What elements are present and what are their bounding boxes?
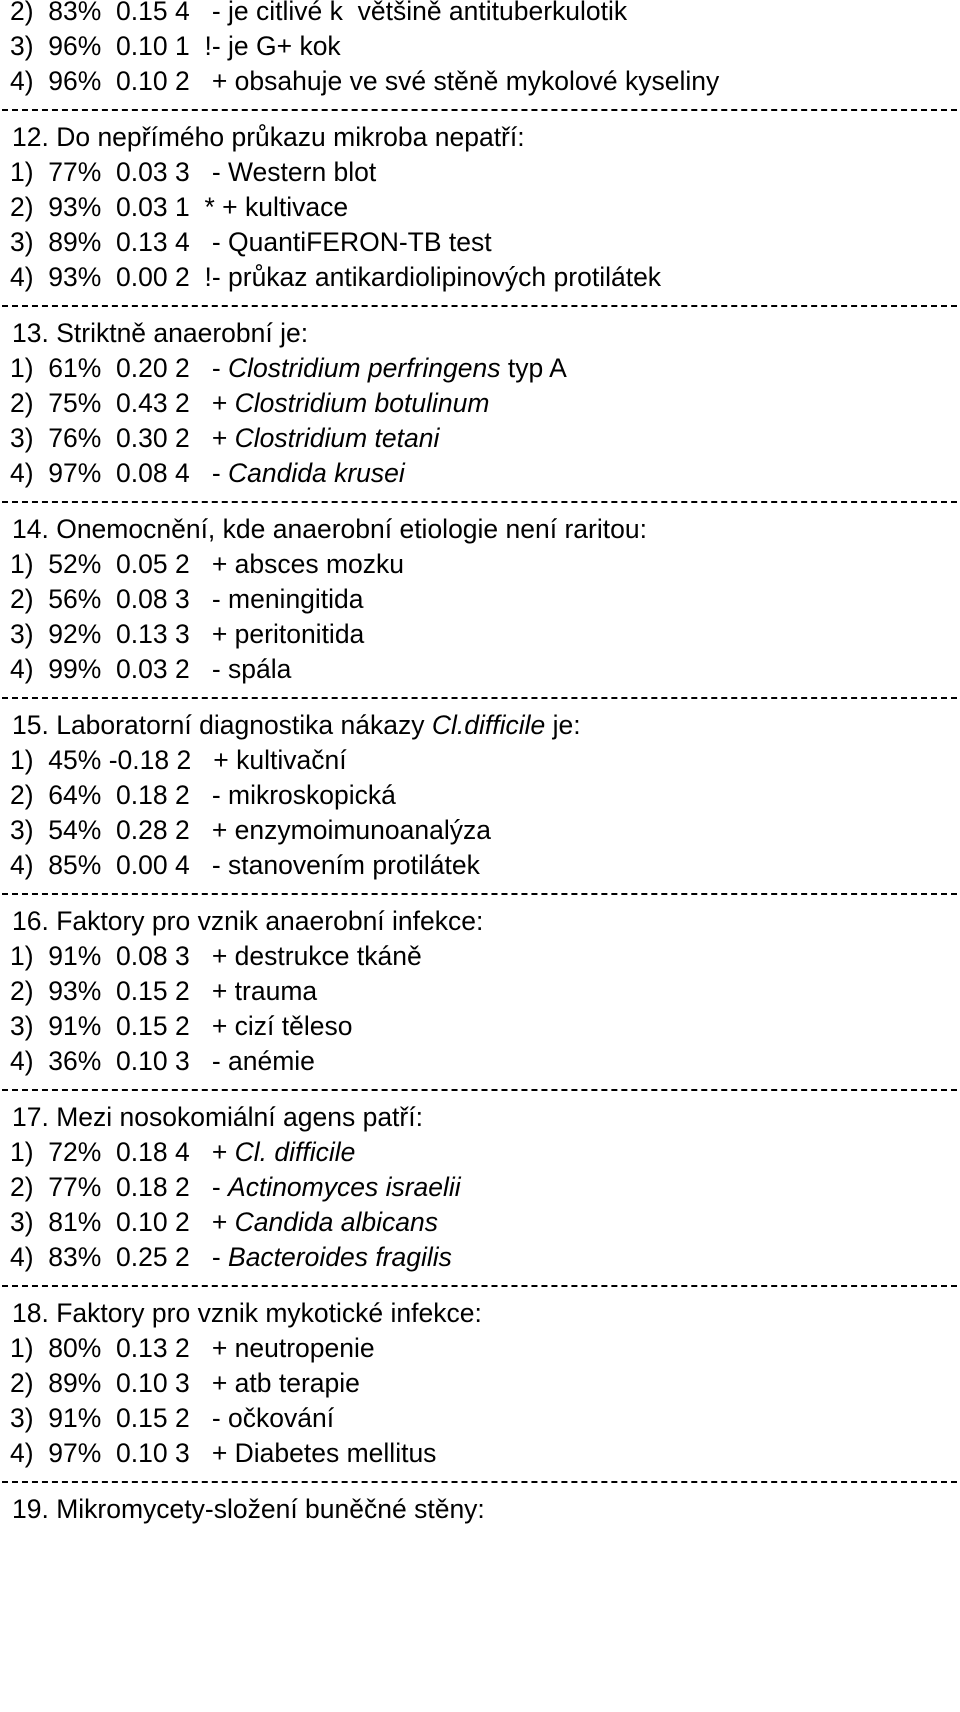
answer-line bbox=[0, 813, 960, 848]
dashed-separator bbox=[0, 1275, 960, 1296]
answer-line bbox=[0, 0, 960, 29]
text: 4) 99% 0.03 2 - spála bbox=[10, 654, 292, 685]
text: 1) 52% 0.05 2 + absces mozku bbox=[10, 548, 405, 579]
text: 2) 93% 0.03 1 * + kultivace bbox=[10, 191, 349, 222]
answer-line bbox=[0, 421, 960, 456]
italic-text: Clostridium botulinum bbox=[234, 387, 490, 418]
italic-text: Candida krusei bbox=[228, 458, 405, 489]
italic-text: Clostridium perfringens bbox=[228, 352, 501, 383]
answer-line bbox=[0, 778, 960, 813]
text: 17. Mezi nosokomiální agens patří: bbox=[12, 1101, 423, 1132]
dashed-separator bbox=[0, 883, 960, 904]
text: 2) 64% 0.18 2 - mikroskopická bbox=[10, 779, 396, 810]
text: 2) 83% 0.15 4 - je citlivé k většině antituberkulotik bbox=[10, 0, 628, 26]
text: 2) 89% 0.10 3 + atb terapie bbox=[10, 1367, 360, 1398]
text: 16. Faktory pro vznik anaerobní infekce: bbox=[12, 905, 484, 936]
text: 14. Onemocnění, kde anaerobní etiologie není raritou: bbox=[12, 513, 647, 544]
text: 3) 96% 0.10 1 !- je G+ kok bbox=[10, 31, 341, 62]
text: 13. Striktně anaerobní je: bbox=[12, 317, 309, 348]
text: 12. Do nepřímého průkazu mikroba nepatří: bbox=[12, 121, 525, 152]
text: 15. Laboratorní diagnostika nákazy bbox=[12, 709, 432, 740]
text: 1) 61% 0.20 2 - bbox=[10, 352, 229, 383]
text: 3) 92% 0.13 3 + peritonitida bbox=[10, 619, 365, 649]
answer-line bbox=[0, 582, 960, 617]
question-title bbox=[0, 1100, 960, 1135]
question-title bbox=[0, 316, 960, 351]
text: 18. Faktory pro vznik mykotické infekce: bbox=[12, 1297, 482, 1328]
dashed-separator bbox=[0, 491, 960, 512]
text: 19. Mikromycety-složení buněčné stěny: bbox=[12, 1493, 485, 1524]
text: 3) 91% 0.15 2 + cizí těleso bbox=[10, 1010, 353, 1041]
answer-line bbox=[0, 939, 960, 974]
answer-line bbox=[0, 617, 960, 652]
answer-line bbox=[0, 64, 960, 99]
dashed-separator bbox=[0, 687, 960, 708]
text: 2) 77% 0.18 2 - bbox=[10, 1171, 229, 1202]
text: 4) 85% 0.00 4 - stanovením protilátek bbox=[10, 850, 480, 881]
answer-line bbox=[0, 456, 960, 491]
text: 1) 77% 0.03 3 - Western blot bbox=[10, 156, 377, 187]
text: je: bbox=[545, 709, 581, 740]
text: 1) 45% -0.18 2 + kultivační bbox=[10, 744, 347, 775]
question-title bbox=[0, 1492, 960, 1527]
text: 1) 91% 0.08 3 + destrukce tkáně bbox=[10, 940, 422, 971]
text: 2) 56% 0.08 3 - meningitida bbox=[10, 583, 364, 614]
text: typ A bbox=[500, 352, 567, 383]
answer-line bbox=[0, 1135, 960, 1170]
question-title bbox=[0, 904, 960, 939]
answer-line bbox=[0, 1401, 960, 1436]
text: 4) 96% 0.10 2 + obsahuje ve své stěně mykolové kyseliny bbox=[10, 66, 720, 97]
answer-line bbox=[0, 1205, 960, 1240]
italic-text: Cl.difficile bbox=[431, 709, 546, 740]
question-title bbox=[0, 708, 960, 743]
question-title bbox=[0, 1296, 960, 1331]
italic-text: Cl. difficile bbox=[234, 1136, 356, 1167]
text: 3) 76% 0.30 2 + bbox=[10, 423, 235, 454]
answer-line bbox=[0, 1436, 960, 1471]
dashed-separator bbox=[0, 99, 960, 120]
italic-text: Actinomyces israelii bbox=[228, 1171, 461, 1202]
italic-text: Clostridium tetani bbox=[234, 423, 440, 454]
answer-line bbox=[0, 386, 960, 421]
text: 1) 80% 0.13 2 + neutropenie bbox=[10, 1332, 375, 1363]
answer-line bbox=[0, 260, 960, 295]
answer-line bbox=[0, 190, 960, 225]
answer-line bbox=[0, 652, 960, 687]
text: 4) 97% 0.08 4 - bbox=[10, 458, 229, 489]
question-title bbox=[0, 120, 960, 155]
text: 1) 72% 0.18 4 + bbox=[10, 1136, 235, 1167]
text: 3) 81% 0.10 2 + bbox=[10, 1206, 235, 1237]
question-title bbox=[0, 512, 960, 547]
text: 4) 36% 0.10 3 - anémie bbox=[10, 1046, 315, 1077]
answer-line bbox=[0, 155, 960, 190]
answer-line bbox=[0, 547, 960, 582]
answer-line bbox=[0, 743, 960, 778]
answer-line bbox=[0, 1366, 960, 1401]
answer-line bbox=[0, 351, 960, 386]
text: 4) 83% 0.25 2 - bbox=[10, 1242, 229, 1272]
dashed-separator bbox=[0, 295, 960, 316]
answer-line bbox=[0, 1331, 960, 1366]
answer-line bbox=[0, 1170, 960, 1205]
answer-line bbox=[0, 1044, 960, 1079]
text: 3) 89% 0.13 4 - QuantiFERON-TB test bbox=[10, 227, 492, 258]
answer-line bbox=[0, 1009, 960, 1044]
dashed-separator bbox=[0, 1471, 960, 1492]
italic-text: Bacteroides fragilis bbox=[228, 1242, 452, 1272]
text: 3) 91% 0.15 2 - očkování bbox=[10, 1402, 335, 1433]
text: 2) 93% 0.15 2 + trauma bbox=[10, 975, 318, 1006]
text: 2) 75% 0.43 2 + bbox=[10, 387, 235, 418]
text: 4) 93% 0.00 2 !- průkaz antikardiolipinových protilátek bbox=[10, 262, 662, 293]
text: 3) 54% 0.28 2 + enzymoimunoanalýza bbox=[10, 814, 491, 845]
text: 4) 97% 0.10 3 + Diabetes mellitus bbox=[10, 1437, 437, 1468]
italic-text: Candida albicans bbox=[234, 1206, 438, 1237]
dashed-separator bbox=[0, 1079, 960, 1100]
answer-line bbox=[0, 974, 960, 1009]
answer-line bbox=[0, 29, 960, 64]
answer-line bbox=[0, 225, 960, 260]
answer-line bbox=[0, 1240, 960, 1275]
answer-line bbox=[0, 848, 960, 883]
